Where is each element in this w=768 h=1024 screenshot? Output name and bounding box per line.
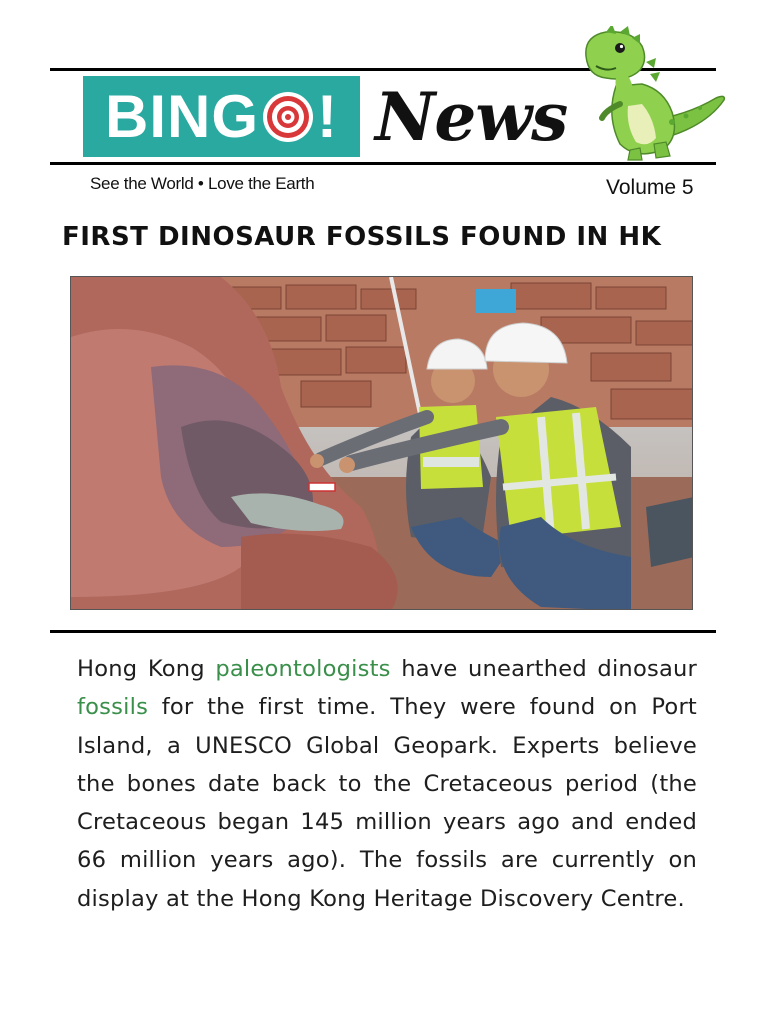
section-rule — [50, 630, 716, 633]
article-photo — [70, 276, 693, 610]
target-icon — [260, 89, 316, 145]
logo-brand-prefix: BING — [105, 83, 259, 150]
article-body — [77, 650, 697, 918]
vocab-word-fossils: fossils — [77, 694, 149, 721]
fossil-scene-illustration — [71, 277, 693, 610]
bingo-logo — [83, 76, 360, 157]
body-text-segment: have unearthed dinosaur — [390, 656, 697, 682]
logo-brand-suffix: ! — [317, 83, 338, 150]
masthead-rule — [50, 162, 716, 165]
article-headline: FIRST DINOSAUR FOSSILS FOUND IN HK — [62, 222, 662, 252]
vocab-word-paleontologists: paleontologists — [215, 656, 391, 682]
masthead-title: News — [375, 78, 568, 156]
dinosaur-icon — [576, 26, 728, 164]
body-text-segment: for the first time. They were found on Port Island, a UNESCO Global Geopark. Experts believe the bones date back to the Cretaceous period (the Cretaceous began 145 million years ago and ended 66 million years ago). The fossils are currently on display at the Hong Kong Heritage Discovery Centre. — [77, 694, 697, 912]
body-text-segment: Hong Kong — [77, 656, 216, 682]
tagline: See the World • Love the Earth — [90, 174, 315, 193]
volume-label: Volume 5 — [606, 176, 694, 199]
